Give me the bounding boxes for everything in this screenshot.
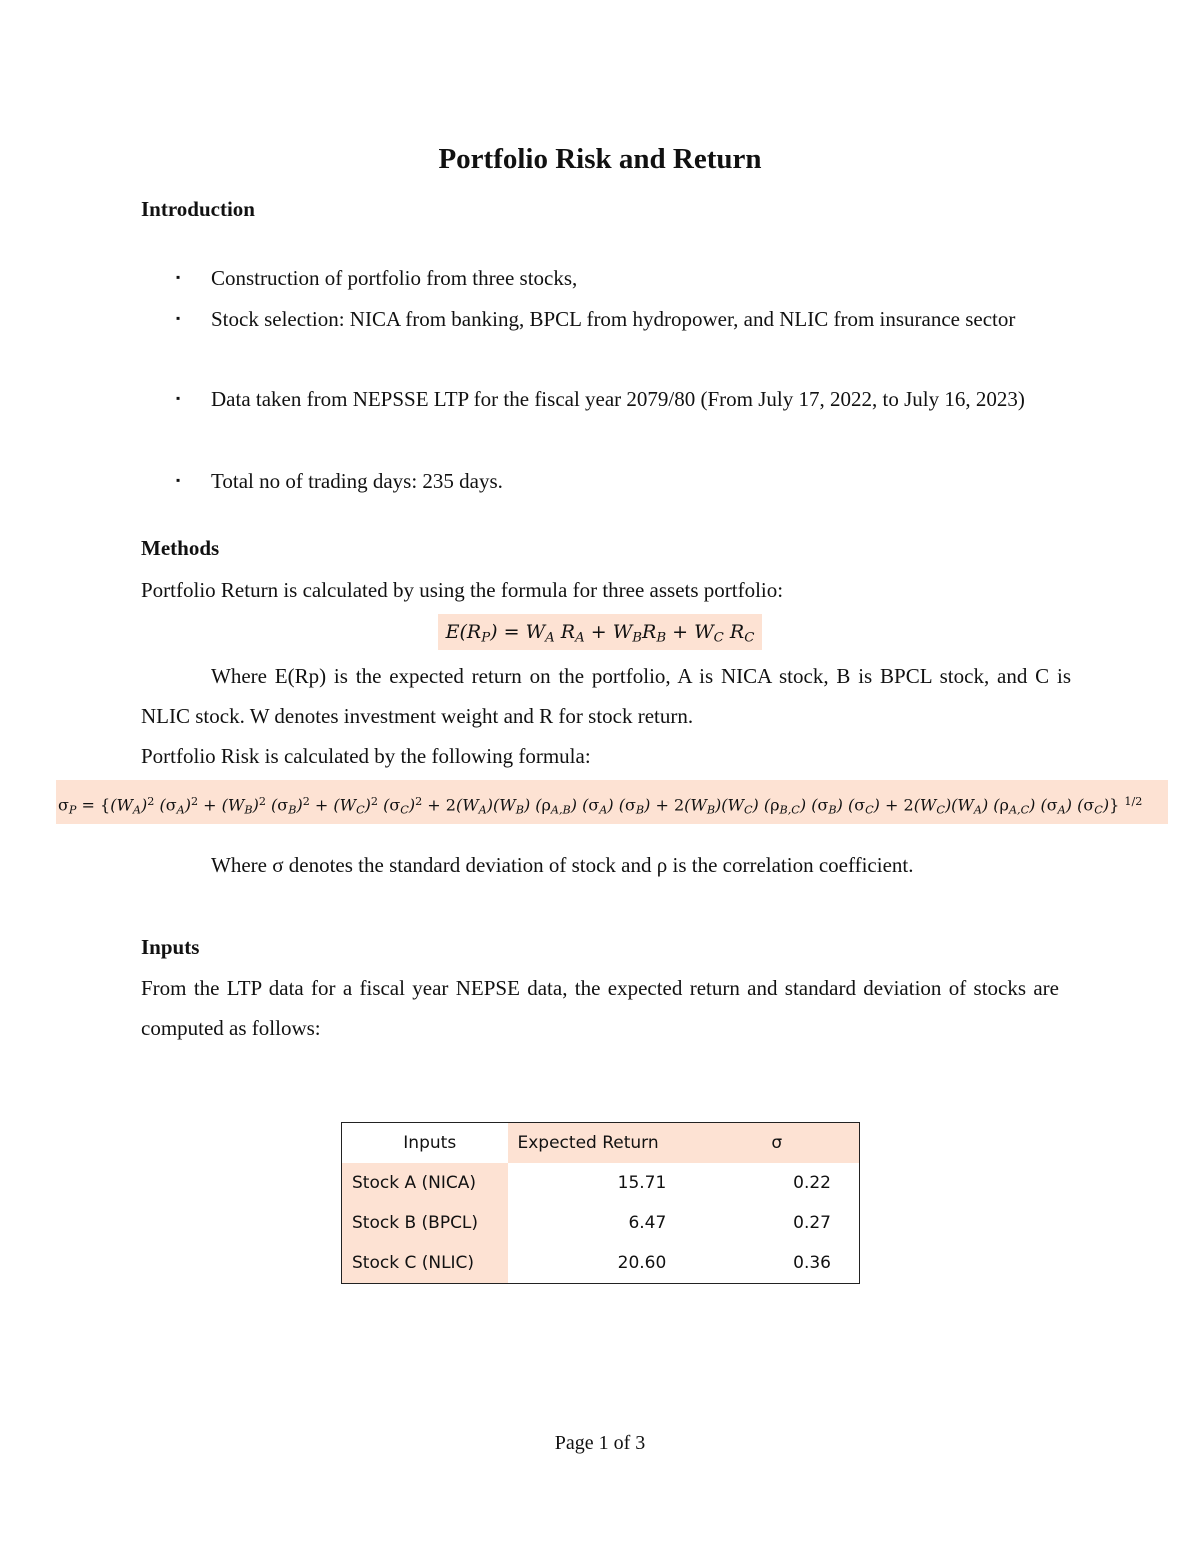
table-cell-sigma: 0.36 (793, 1253, 831, 1273)
page-number-footer: Page 1 of 3 (554, 1432, 646, 1454)
portfolio-return-formula: $E(R_P) = W_A$ $R_A + W_BR_B + W_C$ $R_C$ (438, 614, 762, 650)
bullet-marker: ▪ (176, 391, 181, 405)
table-cell-expected-return: 15.71 (617, 1173, 667, 1193)
bullet-marker: ▪ (176, 473, 181, 487)
table-cell-expected-return: 20.60 (617, 1253, 667, 1273)
bullet-item-2: Stock selection: NICA from banking, BPCL from hydropower, and NLIC from insurance sector (211, 307, 1016, 331)
table-header-cell: Expected Return (508, 1123, 754, 1164)
bullet-item-1: Construction of portfolio from three stocks, (211, 266, 578, 290)
bullet-marker: ▪ (176, 270, 181, 284)
bullet-item-4: Total no of trading days: 235 days. (211, 469, 503, 493)
table-cell-expected-return: 6.47 (628, 1213, 667, 1233)
introduction-heading: Introduction (141, 197, 255, 221)
bullet-item-3: Data taken from NEPSSE LTP for the fiscal year 2079/80 (From July 17, 2022, to July 16, 2023) (211, 387, 1025, 411)
bullet-marker: ▪ (176, 311, 181, 325)
table-cell-stock: Stock B (BPCL) (342, 1203, 508, 1243)
inputs-description-text: From the LTP data for a fiscal year NEPSE data, the expected return and standard deviation of stocks are computed as follows: (141, 976, 1059, 1040)
table-row (342, 1203, 860, 1243)
methods-heading: Methods (141, 536, 220, 560)
return-intro-text: Portfolio Return is calculated by using the formula for three assets portfolio: (141, 578, 784, 602)
table-header-cell: σ (753, 1123, 859, 1164)
table-cell-stock: Stock C (NLIC) (342, 1243, 508, 1284)
inputs-table (341, 1122, 860, 1284)
return-explanation-text: Where E(Rp) is the expected return on the portfolio, A is NICA stock, B is BPCL stock, and C is NLIC stock. W denotes investment weight and R for stock return. (141, 664, 1071, 728)
table-row (342, 1163, 860, 1203)
portfolio-risk-formula: $\sigma_P = \{(W_A)^2$ $(\sigma_A)^2 + (W_B)^2$ $(\sigma_B)^2 + (W_C)^2$ $(\sigma_C)^2 + 2(W_A)(W_B)$ $(\rho_{A,B})$ $(\sigma_A) (\sigma_B) + 2(W_B)(W_C)$ $(\rho_{B,C})$ $(\sigma_B) (\sigma_C) + 2(W_C)(W_A)$ $(\rho_{A,C})$ $(\sigma_A)$ $(\sigma_C)$} $^{1/2}$ (56, 780, 1168, 824)
table-cell-stock: Stock A (NICA) (342, 1163, 508, 1203)
document-title: Portfolio Risk and Return (438, 143, 762, 175)
table-row (342, 1243, 860, 1284)
table-header-row (342, 1123, 860, 1164)
table-cell-sigma: 0.22 (793, 1173, 831, 1193)
table-header-cell: Inputs (403, 1133, 457, 1153)
table-cell-sigma: 0.27 (793, 1213, 831, 1233)
risk-intro-text: Portfolio Risk is calculated by the following formula: (141, 744, 591, 768)
risk-explanation-text: Where σ denotes the standard deviation of stock and ρ is the correlation coefficient. (211, 853, 914, 877)
inputs-heading: Inputs (141, 935, 200, 959)
